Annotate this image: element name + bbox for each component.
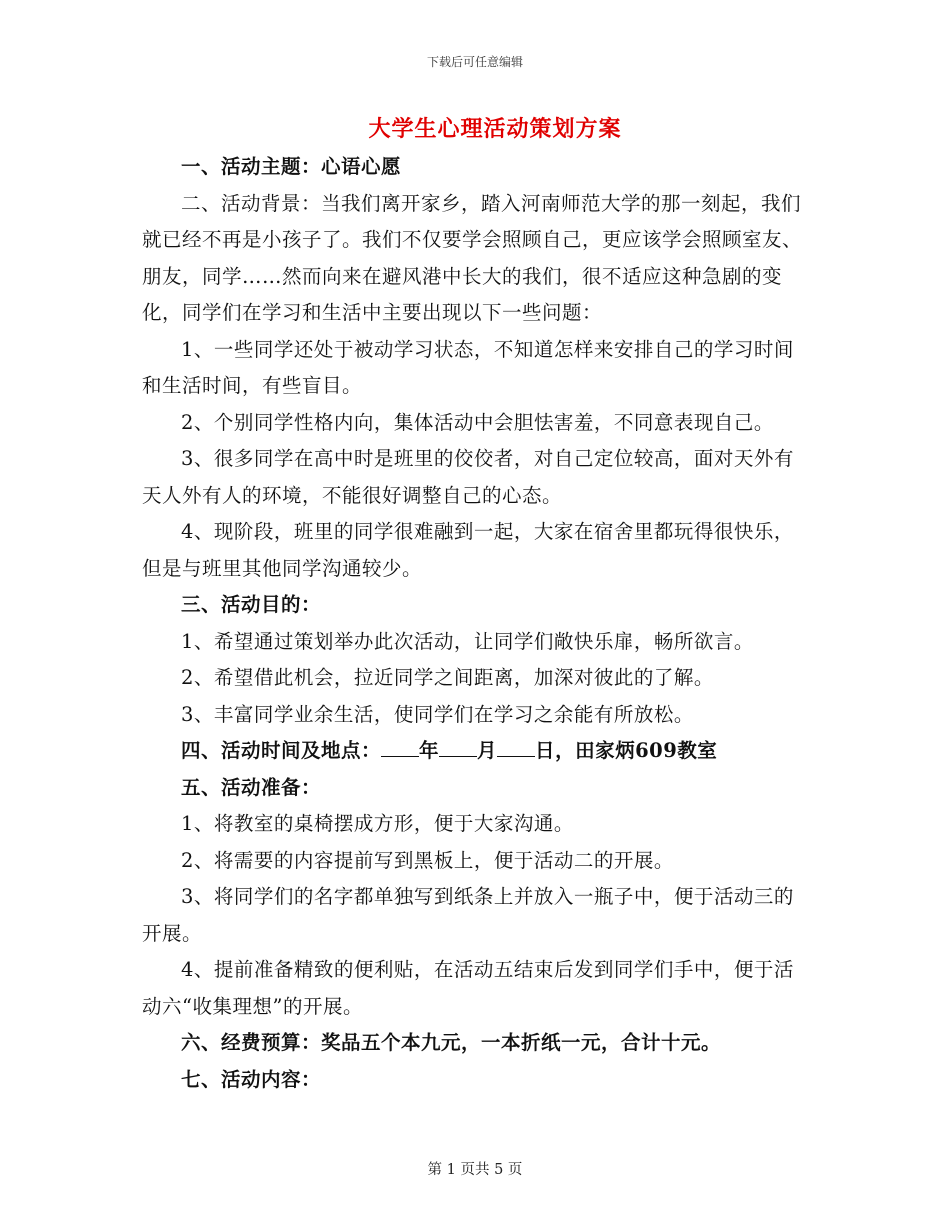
- year-label: 年: [419, 739, 440, 762]
- paragraph: 4、现阶段，班里的同学很难融到一起，大家在宿舍里都玩得很快乐，但是与班里其他同学沟通较少。: [142, 520, 794, 580]
- paragraph: 三、活动目的：: [181, 593, 322, 616]
- paragraph: 1、一些同学还处于被动学习状态，不知道怎样来安排自己的学习时间和生活时间，有些盲目。: [142, 337, 794, 397]
- document-body: [142, 149, 810, 1098]
- paragraph: 一、活动主题：心语心愿: [181, 155, 402, 178]
- paragraph: 3、将同学们的名字都单独写到纸条上并放入一瓶子中，便于活动三的开展。: [142, 885, 794, 945]
- paragraph: 2、希望借此机会，拉近同学之间距离，加深对彼此的了解。: [181, 666, 714, 689]
- paragraph: 五、活动准备：: [181, 775, 322, 799]
- time-location-label: 四、活动时间及地点：: [181, 739, 382, 762]
- page-footer: 第 1 页共 5 页: [427, 1162, 523, 1178]
- day-blank: [497, 736, 535, 757]
- time-location-paragraph: [142, 733, 810, 770]
- paragraph: 2、将需要的内容提前写到黑板上，便于活动二的开展。: [181, 848, 674, 872]
- paragraph: 七、活动内容：: [181, 1067, 322, 1091]
- paragraph: 六、经费预算：奖品五个本九元，一本折纸一元，合计十元。: [181, 1031, 722, 1054]
- paragraph: 1、将教室的桌椅摆成方形，便于大家沟通。: [181, 812, 574, 835]
- paragraph: 3、丰富同学业余生活，使同学们在学习之余能有所放松。: [181, 702, 694, 726]
- page-title: 大学生心理活动策划方案: [368, 116, 622, 142]
- header-note: 下载后可任意编辑: [426, 55, 523, 69]
- paragraph: 1、希望通过策划举办此次活动，让同学们敞快乐扉，畅所欲言。: [181, 629, 754, 653]
- paragraph: 3、很多同学在高中时是班里的佼佼者，对自己定位较高，面对天外有天人外有人的环境，不能很好调整自己的心态。: [142, 447, 794, 507]
- location-text: ，田家炳609教室: [555, 739, 718, 762]
- month-blank: [439, 736, 477, 757]
- month-label: 月: [477, 739, 498, 762]
- paragraph: 二、活动背景：当我们离开家乡，踏入河南师范大学的那一刻起，我们就已经不再是小孩子了。我们不仅要学会照顾自己，更应该学会照顾室友、朋友，同学……然而向来在避风港中长大的我们，很不适应这种急剧的变化，同学们在学习和生活中主要出现以下一些问题：: [142, 191, 803, 324]
- paragraph: 2、个别同学性格内向，集体活动中会胆怯害羞，不同意表现自己。: [181, 410, 774, 434]
- day-label: 日: [535, 739, 556, 762]
- paragraph: 4、提前准备精致的便利贴，在活动五结束后发到同学们手中，便于活动六“收集理想”的开展。: [142, 958, 794, 1018]
- year-blank: [381, 736, 419, 757]
